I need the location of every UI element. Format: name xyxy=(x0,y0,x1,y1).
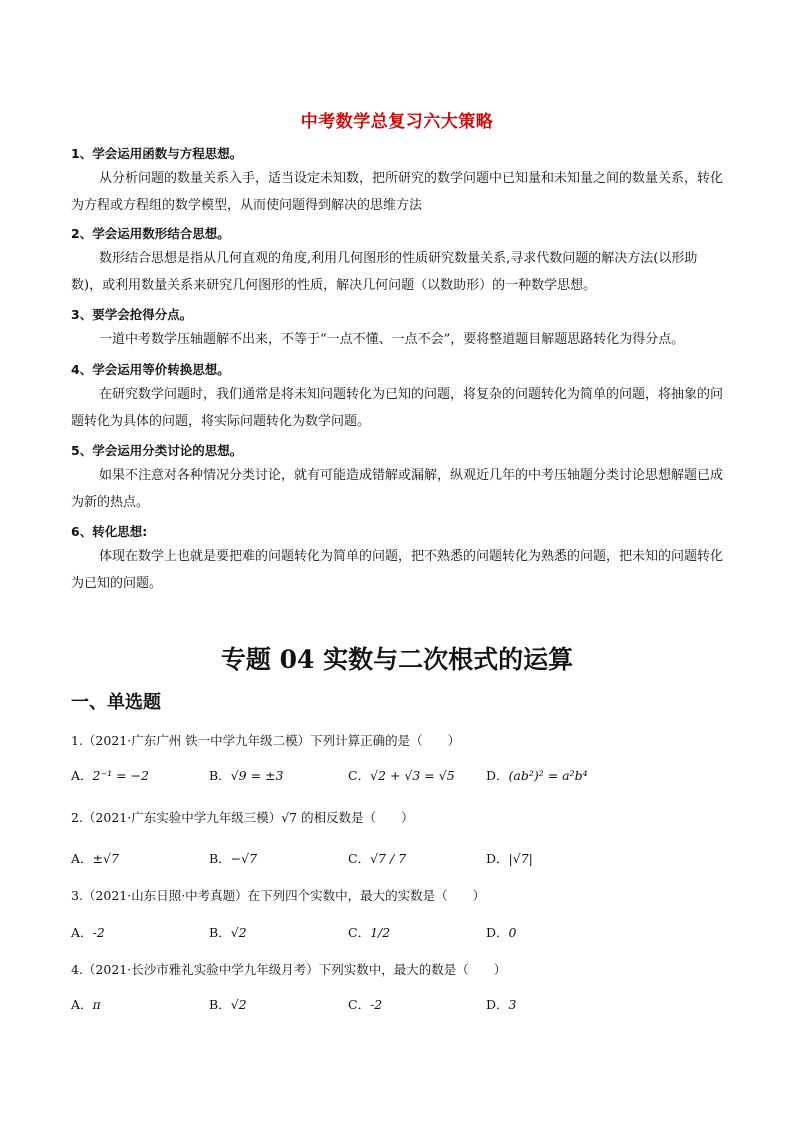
strategy-body-5: 如果不注意对各种情况分类讨论，就有可能造成错解或漏解，纵观近几年的中考压轴题分类讨论思想解题已成为新的热点。 xyxy=(71,468,724,510)
strategy-body-3: 一道中考数学压轴题解不出来，不等于“一点不懂、一点不会”，要将整道题目解题思路转化为得分点。 xyxy=(99,332,685,347)
strategy-heading-4: 4、学会运用等价转换思想。 xyxy=(71,362,230,377)
strategy-body-6: 体现在数学上也就是要把难的问题转化为简单的问题，把不熟悉的问题转化为熟悉的问题，把未知的问题转化为已知的问题。 xyxy=(71,549,724,591)
option-text: √9 = ±3 xyxy=(230,768,284,783)
question-1-option-b xyxy=(209,766,283,784)
option-text: √2 xyxy=(230,925,247,940)
question-3-stem: 3.（2021·山东日照·中考真题）在下列四个实数中，最大的实数是（ ） xyxy=(71,888,486,903)
question-1-option-a xyxy=(71,766,149,784)
option-text: -2 xyxy=(370,997,383,1012)
strategy-heading-5: 5、学会运用分类讨论的思想。 xyxy=(71,443,243,458)
question-2-option-a xyxy=(71,849,119,867)
option-text: -2 xyxy=(92,925,105,940)
question-4-option-a xyxy=(71,995,101,1013)
option-letter: A． xyxy=(71,851,93,866)
question-2-stem: 2.（2021·广东实验中学九年级三模）√7 的相反数是（ ） xyxy=(71,810,414,825)
option-text: |√7| xyxy=(508,851,533,866)
question-3-option-d xyxy=(486,923,516,941)
option-text: √2 + √3 = √5 xyxy=(370,768,455,783)
option-text: 0 xyxy=(508,925,517,940)
option-letter: D． xyxy=(486,997,509,1012)
strategy-title: 中考数学总复习六大策略 xyxy=(300,112,494,132)
question-4-option-b xyxy=(209,995,247,1013)
question-4-option-d xyxy=(486,995,516,1013)
option-text: ±√7 xyxy=(92,851,119,866)
question-1-option-c xyxy=(348,766,455,784)
question-3-option-b xyxy=(209,923,247,941)
option-text: √7 / 7 xyxy=(370,851,407,866)
strategy-body-2: 数形结合思想是指从几何直观的角度,利用几何图形的性质研究数量关系,寻求代数问题的解决方法(以形助数)，或利用数量关系来研究几何图形的性质，解决几何问题（以数助形）的一种数学思想。 xyxy=(71,251,698,293)
option-letter: A． xyxy=(71,997,93,1012)
option-letter: C． xyxy=(348,768,371,783)
option-letter: B． xyxy=(209,768,231,783)
question-3-option-c xyxy=(348,923,390,941)
strategy-heading-1: 1、学会运用函数与方程思想。 xyxy=(71,146,243,161)
question-1-option-d xyxy=(486,766,588,784)
option-text: √2 xyxy=(230,997,247,1012)
question-4-option-c xyxy=(348,995,382,1013)
strategy-body-1: 从分析问题的数量关系入手，适当设定未知数，把所研究的数学问题中已知量和未知量之间的数量关系，转化为方程或方程组的数学模型，从而使问题得到解决的思维方法 xyxy=(71,171,724,213)
part-title: 一、单选题 xyxy=(71,692,161,713)
option-letter: A． xyxy=(71,768,93,783)
question-2-option-d xyxy=(486,849,533,867)
question-2-option-c xyxy=(348,849,406,867)
strategy-heading-3: 3、要学会抢得分点。 xyxy=(71,307,193,322)
question-2-option-b xyxy=(209,849,257,867)
option-text: 3 xyxy=(508,997,517,1012)
option-letter: C． xyxy=(348,851,371,866)
option-letter: D． xyxy=(486,925,509,940)
option-letter: B． xyxy=(209,997,231,1012)
option-text: π xyxy=(92,997,101,1012)
option-text: 1/2 xyxy=(370,925,391,940)
strategy-heading-2: 2、学会运用数形结合思想。 xyxy=(71,226,230,241)
question-1-stem: 1.（2021·广东广州 铁一中学九年级二模）下列计算正确的是（ ） xyxy=(71,733,461,748)
question-4-stem: 4.（2021·长沙市雅礼实验中学九年级月考）下列实数中，最大的数是（ ） xyxy=(71,962,507,977)
question-3-option-a xyxy=(71,923,105,941)
option-letter: D． xyxy=(486,851,509,866)
strategy-heading-6: 6、转化思想: xyxy=(71,524,148,539)
chapter-title: 专题 04 实数与二次根式的运算 xyxy=(220,645,574,674)
option-letter: A． xyxy=(71,925,93,940)
option-text: −√7 xyxy=(230,851,258,866)
option-letter: C． xyxy=(348,925,371,940)
option-letter: D． xyxy=(486,768,509,783)
option-letter: B． xyxy=(209,925,231,940)
strategy-body-4: 在研究数学问题时，我们通常是将未知问题转化为已知的问题，将复杂的问题转化为简单的问题，将抽象的问题转化为具体的问题，将实际问题转化为数学问题。 xyxy=(71,387,724,429)
option-text: (ab²)² = a²b⁴ xyxy=(508,768,588,783)
option-letter: B． xyxy=(209,851,231,866)
option-letter: C． xyxy=(348,997,371,1012)
option-text: 2⁻¹ = −2 xyxy=(92,768,149,783)
